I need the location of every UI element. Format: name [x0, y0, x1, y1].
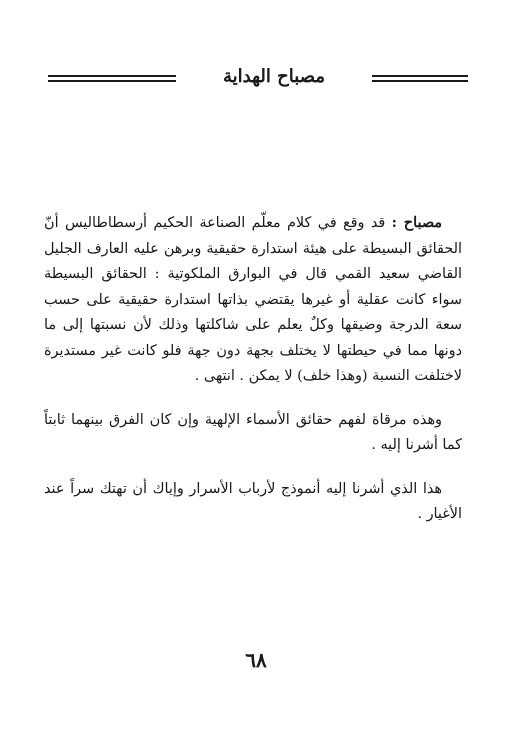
paragraph-1: [44, 210, 462, 390]
paragraph-lead: مصباح :: [391, 214, 443, 231]
header-rule-line: [48, 75, 176, 77]
page-number: ٦٨: [245, 648, 267, 672]
header-rule-line: [48, 80, 176, 82]
paragraph-2: وهذه مرقاة لفهم حقائق الأسماء الإلهية وإن كان الفرق بينهما ثابتاً كما أشرنا إليه .: [44, 411, 462, 453]
page-body: [44, 210, 462, 546]
running-title: مصباح الهداية: [223, 66, 325, 87]
paragraph-1-text: قد وقع في كلام معلّم الصناعة الحكيم أرسطاطاليس أنّ الحقائق البسيطة على هيئة استدارة حقيقية وبرهن عليه العارف الجليل القاضي سعيد القمي قال في البوارق الملكوتية : الحقائق البسيطة سواء كانت عقلية أو غيرها يقتضي بذاتها استدارة حقيقية على حسب سعة الدرجة وضيقها وكلٌ يعلم على شاكلتها وذلك لأن نسبتها إلى ما دونها مما في حيطتها لا يختلف بجهة دون جهة فلو كانت غير مستديرة لاختلفت النسبة (وهذا خلف) لا يمكن . انتهى .: [44, 215, 462, 384]
header-rule-line: [372, 80, 468, 82]
header-rule-right: [372, 75, 468, 84]
paragraph-3: هذا الذي أشرنا إليه أنموذج لأرباب الأسرار وإياك أن تهتك سراً عند الأغيار .: [44, 480, 462, 522]
header-rule-left: [48, 75, 176, 84]
header-rule-line: [372, 75, 468, 77]
running-header: [48, 60, 468, 100]
